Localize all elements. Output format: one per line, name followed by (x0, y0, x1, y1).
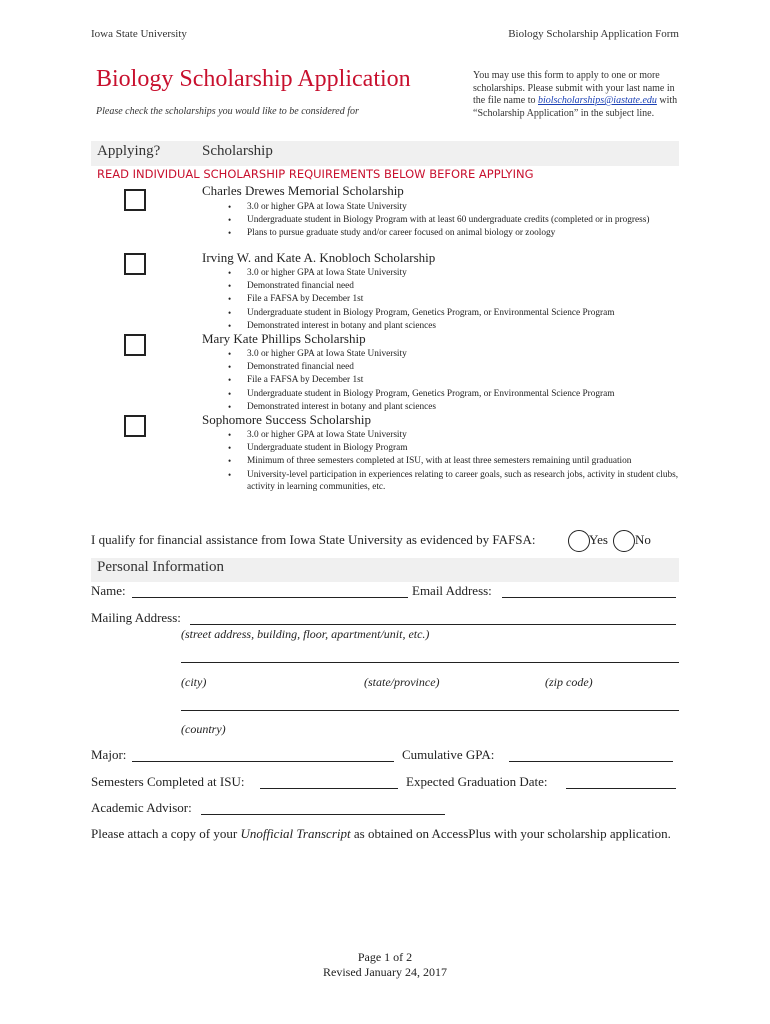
checkbox-charles-drewes[interactable] (124, 189, 146, 211)
scholarship-name: Mary Kate Phillips Scholarship (202, 331, 366, 346)
advisor-field[interactable] (201, 814, 445, 815)
checkbox-mary-kate-phillips[interactable] (124, 334, 146, 356)
email-field[interactable] (502, 597, 676, 598)
name-label: Name: (91, 583, 126, 598)
requirement-item: • Demonstrated interest in botany and plant sciences (228, 401, 680, 413)
requirement-item: • Undergraduate student in Biology Program (228, 442, 680, 454)
requirement-item: • Demonstrated financial need (228, 280, 680, 292)
scholarship-name: Irving W. and Kate A. Knobloch Scholarship (202, 250, 436, 265)
note-text-before: You may use this form to apply to one or more scholarships. Please submit with your last name in the file name to (473, 70, 675, 106)
country-hint: (country) (181, 722, 226, 736)
requirement-item: • 3.0 or higher GPA at Iowa State University (228, 429, 680, 441)
header-institution: Iowa State University (91, 28, 187, 40)
checkbox-sophomore-success[interactable] (124, 415, 146, 437)
requirement-item: • Undergraduate student in Biology Program with at least 60 undergraduate credits (completed or in progress) (228, 214, 680, 226)
requirement-item: • Demonstrated financial need (228, 361, 680, 373)
requirement-item: • File a FAFSA by December 1st (228, 374, 680, 386)
gpa-label: Cumulative GPA: (402, 747, 495, 762)
attach-emphasis: Unofficial Transcript (240, 826, 351, 841)
header-form-name: Biology Scholarship Application Form (508, 28, 679, 40)
graduation-date-label: Expected Graduation Date: (406, 774, 548, 789)
requirements-list (228, 201, 680, 241)
personal-info-heading: Personal Information (97, 559, 225, 575)
submission-note (473, 70, 683, 120)
semesters-label: Semesters Completed at ISU: (91, 774, 245, 789)
page-title: Biology Scholarship Application (96, 66, 411, 92)
requirements-notice: READ INDIVIDUAL SCHOLARSHIP REQUIREMENTS BELOW BEFORE APPLYING (97, 167, 534, 181)
zip-hint: (zip code) (545, 675, 593, 689)
page-number: Page 1 of 2 (357, 950, 413, 964)
fafsa-question: I qualify for financial assistance from Iowa State University as evidenced by FAFSA: (91, 532, 536, 547)
country-field[interactable] (181, 710, 679, 711)
requirement-item: • 3.0 or higher GPA at Iowa State University (228, 267, 680, 279)
requirements-list (228, 267, 680, 333)
state-hint: (state/province) (364, 675, 440, 689)
scholarship-name: Charles Drewes Memorial Scholarship (202, 183, 404, 198)
requirements-list (228, 348, 680, 414)
fafsa-no-label: No (635, 532, 651, 547)
requirement-item: • File a FAFSA by December 1st (228, 293, 680, 305)
personal-info-header (91, 558, 679, 582)
checkbox-knobloch[interactable] (124, 253, 146, 275)
requirement-item: • 3.0 or higher GPA at Iowa State University (228, 201, 680, 213)
city-state-zip-field[interactable] (181, 662, 679, 663)
scholarship-column-header: Scholarship (202, 143, 273, 159)
requirement-item: • Undergraduate student in Biology Program, Genetics Program, or Environmental Science Program (228, 388, 680, 400)
major-field[interactable] (132, 761, 394, 762)
requirement-item: • Plans to pursue graduate study and/or career focused on animal biology or zoology (228, 227, 680, 239)
semesters-field[interactable] (260, 788, 398, 789)
fafsa-yes-label: Yes (589, 532, 608, 547)
email-link[interactable]: biolscholarships@iastate.edu (537, 95, 657, 106)
note-text-after: with “Scholarship Application” in the subject line. (473, 95, 678, 119)
requirement-item: • Demonstrated interest in botany and plant sciences (228, 320, 680, 332)
requirement-item: • 3.0 or higher GPA at Iowa State University (228, 348, 680, 360)
requirements-list (228, 429, 680, 494)
page-subtitle: Please check the scholarships you would like to be considered for (96, 106, 359, 117)
scholarship-table-header (91, 141, 679, 166)
requirement-item: • University-level participation in experiences relating to career goals, such as research jobs, activity in student clubs, activity in learning communities, etc. (228, 469, 680, 493)
scholarship-name: Sophomore Success Scholarship (202, 412, 371, 427)
fafsa-yes-radio[interactable] (568, 530, 590, 552)
gpa-field[interactable] (509, 761, 673, 762)
advisor-label: Academic Advisor: (91, 800, 192, 815)
name-field[interactable] (132, 597, 408, 598)
major-label: Major: (91, 747, 127, 762)
requirement-item: • Undergraduate student in Biology Program, Genetics Program, or Environmental Science Program (228, 307, 680, 319)
graduation-date-field[interactable] (566, 788, 676, 789)
attach-text-after: as obtained on AccessPlus with your scholarship application. (350, 826, 671, 841)
street-hint: (street address, building, floor, apartment/unit, etc.) (181, 627, 430, 641)
applying-column-header: Applying? (97, 143, 161, 159)
attach-instruction (91, 826, 681, 842)
email-label: Email Address: (412, 583, 492, 598)
requirement-item: • Minimum of three semesters completed at ISU, with at least three semesters remaining until graduation (228, 455, 680, 467)
mailing-address-label: Mailing Address: (91, 610, 181, 625)
fafsa-no-radio[interactable] (613, 530, 635, 552)
attach-text-before: Please attach a copy of your (91, 826, 241, 841)
street-address-field[interactable] (190, 624, 676, 625)
revision-date: Revised January 24, 2017 (323, 965, 447, 979)
city-hint: (city) (181, 675, 207, 689)
